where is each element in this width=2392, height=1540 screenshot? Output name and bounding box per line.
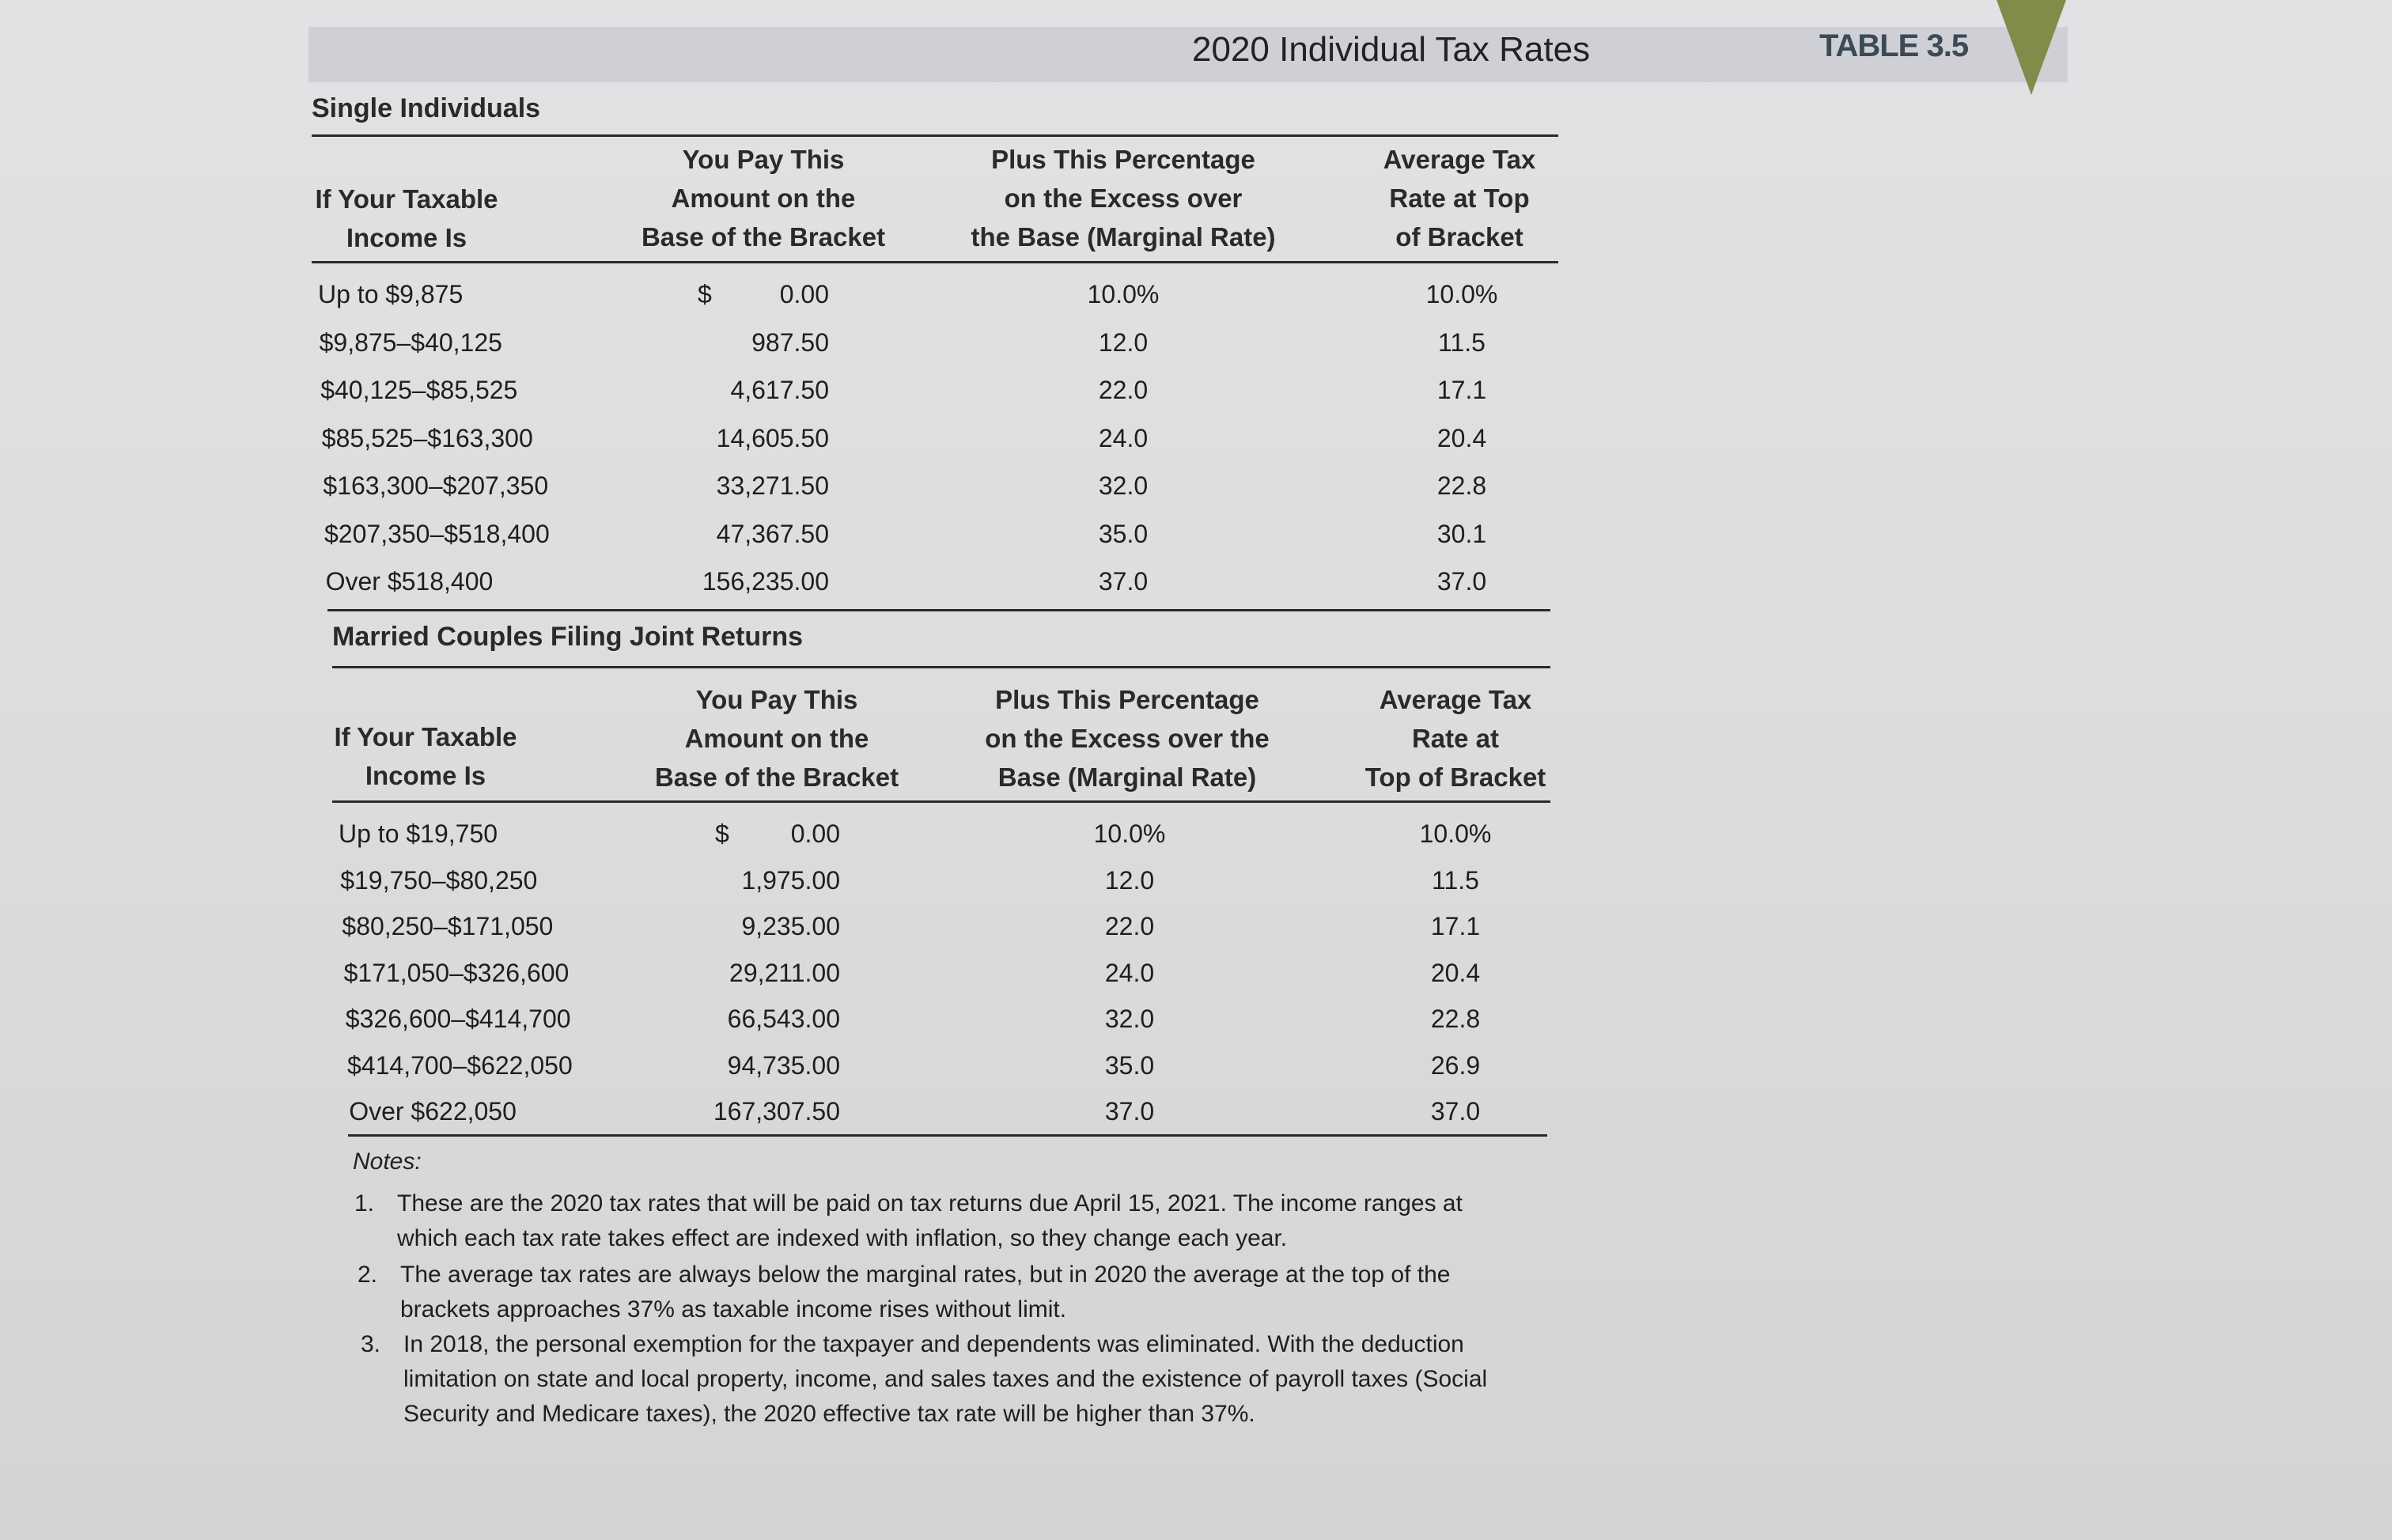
single-marginal-cell: 37.0: [1098, 567, 1149, 596]
married-marginal-cell: 24.0: [1104, 958, 1155, 987]
single-col-header-1: [633, 140, 894, 256]
single-col-header-2: [957, 140, 1289, 256]
single-average-cell: 30.1: [1436, 519, 1487, 548]
header-band: [308, 27, 2068, 82]
married-col-header-line: Amount on the: [684, 724, 869, 753]
married-section-title: Married Couples Filing Joint Returns: [332, 622, 804, 652]
note-number: 1.: [354, 1190, 375, 1216]
married-col-header-line: on the Excess over the: [985, 724, 1270, 753]
married-base-cell: 94,735.00: [727, 1050, 840, 1080]
single-col-header-line: of Bracket: [1395, 222, 1523, 252]
single-marginal-cell: 10.0%: [1087, 280, 1160, 308]
married-base-cell: 167,307.50: [713, 1097, 840, 1126]
single-base-cell: 156,235.00: [702, 567, 829, 596]
single-base-cell: 14,605.50: [716, 423, 829, 452]
note-line: Security and Medicare taxes), the 2020 effective tax rate will be higher than 37%.: [403, 1401, 1255, 1427]
married-base-cell: 9,235.00: [741, 912, 840, 940]
married-base-cell: 0.00: [790, 819, 840, 848]
single-income-cell: $85,525–$163,300: [321, 423, 533, 452]
single-col-header-line: on the Excess over: [1004, 184, 1243, 213]
single-col-header-line: If Your Taxable: [315, 184, 498, 214]
married-bottom-rule: [348, 1134, 1547, 1137]
single-base-cell: 33,271.50: [716, 471, 829, 500]
single-col-header-line: Income Is: [346, 223, 467, 252]
single-income-cell: $163,300–$207,350: [323, 471, 549, 500]
single-marginal-cell: 22.0: [1098, 376, 1149, 404]
single-col-header-line: Plus This Percentage: [991, 145, 1255, 174]
married-col-header-line: Plus This Percentage: [995, 685, 1259, 714]
note-text: [400, 1258, 1560, 1327]
single-col-header-line: Rate at Top: [1389, 184, 1530, 213]
single-marginal-cell: 24.0: [1098, 423, 1149, 452]
married-col-header-line: Average Tax: [1379, 685, 1532, 714]
married-col-header-line: Top of Bracket: [1364, 762, 1546, 792]
single-col-header-3: [1368, 140, 1550, 256]
note-line: brackets approaches 37% as taxable income rises without limit.: [400, 1296, 1067, 1322]
note-item: [358, 1258, 1560, 1327]
single-dollar-sign: $: [698, 280, 712, 308]
married-col-header-line: Base of the Bracket: [654, 762, 899, 792]
married-col-header-line: If Your Taxable: [334, 722, 517, 751]
single-top-rule: [312, 134, 1558, 137]
married-marginal-cell: 35.0: [1104, 1050, 1155, 1080]
note-line: The average tax rates are always below the marginal rates, but in 2020 the average at the top of the: [400, 1262, 1451, 1288]
single-col-header-0: [304, 180, 509, 257]
single-income-cell: Up to $9,875: [318, 280, 464, 308]
single-marginal-cell: 12.0: [1098, 327, 1149, 357]
table-title: 2020 Individual Tax Rates: [1192, 30, 1591, 69]
married-average-cell: 26.9: [1430, 1050, 1481, 1080]
single-average-cell: 22.8: [1436, 471, 1487, 500]
married-income-cell: $19,750–$80,250: [340, 865, 538, 895]
married-base-cell: 66,543.00: [727, 1005, 840, 1033]
married-base-cell: 1,975.00: [741, 865, 840, 895]
married-marginal-cell: 10.0%: [1093, 819, 1166, 848]
bookmark-triangle-icon: [1996, 0, 2066, 95]
single-marginal-cell: 35.0: [1098, 519, 1149, 548]
married-top-rule: [332, 666, 1550, 668]
married-col-header-line: You Pay This: [695, 685, 858, 714]
note-line: which each tax rate takes effect are indexed with inflation, so they change each year.: [397, 1225, 1288, 1251]
married-marginal-cell: 12.0: [1104, 865, 1155, 895]
single-income-cell: $207,350–$518,400: [324, 519, 550, 548]
married-income-cell: $171,050–$326,600: [343, 958, 570, 987]
single-average-cell: 11.5: [1438, 327, 1486, 357]
single-average-cell: 37.0: [1436, 567, 1487, 596]
married-marginal-cell: 22.0: [1104, 912, 1155, 940]
note-line: limitation on state and local property, income, and sales taxes and the existence of payroll taxes (Social: [403, 1366, 1488, 1392]
married-dollar-sign: $: [715, 819, 729, 848]
married-average-cell: 37.0: [1430, 1097, 1481, 1126]
married-income-cell: Up to $19,750: [339, 819, 498, 848]
note-line: In 2018, the personal exemption for the taxpayer and dependents was eliminated. With the deduction: [403, 1331, 1464, 1357]
single-income-cell: $9,875–$40,125: [319, 327, 502, 357]
married-col-header-2: [973, 680, 1281, 796]
single-average-cell: 17.1: [1436, 376, 1487, 404]
married-header-rule: [332, 800, 1550, 803]
married-col-header-0: [323, 717, 528, 795]
married-income-cell: Over $622,050: [349, 1097, 517, 1126]
single-bottom-rule: [327, 609, 1550, 611]
note-text: [397, 1186, 1557, 1256]
note-item: [354, 1186, 1557, 1256]
married-col-header-3: [1353, 680, 1558, 796]
single-col-header-line: You Pay This: [682, 145, 845, 174]
married-col-header-line: Rate at: [1411, 724, 1500, 753]
single-average-cell: 20.4: [1436, 423, 1487, 452]
notes-title: Notes:: [353, 1148, 422, 1175]
single-header-rule: [312, 261, 1558, 263]
single-income-cell: $40,125–$85,525: [320, 376, 518, 404]
married-average-cell: 11.5: [1432, 865, 1479, 895]
note-line: These are the 2020 tax rates that will be paid on tax returns due April 15, 2021. The income ranges at: [397, 1190, 1463, 1216]
single-base-cell: 0.00: [779, 280, 829, 308]
single-col-header-line: Base of the Bracket: [641, 222, 886, 252]
single-average-cell: 10.0%: [1425, 280, 1498, 308]
single-col-header-line: Average Tax: [1383, 145, 1536, 174]
single-col-header-line: the Base (Marginal Rate): [971, 222, 1276, 252]
note-text: [403, 1327, 1563, 1432]
single-section-title: Single Individuals: [312, 93, 541, 123]
married-col-header-line: Base (Marginal Rate): [997, 762, 1257, 792]
single-base-cell: 47,367.50: [716, 519, 829, 548]
single-base-cell: 987.50: [751, 327, 829, 357]
married-average-cell: 10.0%: [1419, 819, 1492, 848]
married-marginal-cell: 32.0: [1104, 1005, 1155, 1033]
married-income-cell: $80,250–$171,050: [342, 912, 554, 940]
note-number: 3.: [361, 1331, 381, 1357]
married-income-cell: $326,600–$414,700: [345, 1005, 571, 1033]
single-base-cell: 4,617.50: [730, 376, 829, 404]
married-average-cell: 20.4: [1430, 958, 1481, 987]
table-label: TABLE 3.5: [1819, 28, 1969, 63]
single-marginal-cell: 32.0: [1098, 471, 1149, 500]
single-income-cell: Over $518,400: [325, 567, 494, 596]
single-col-header-line: Amount on the: [671, 184, 856, 213]
married-col-header-1: [642, 680, 911, 796]
note-item: [361, 1327, 1563, 1432]
married-base-cell: 29,211.00: [729, 958, 840, 987]
married-marginal-cell: 37.0: [1104, 1097, 1155, 1126]
married-col-header-line: Income Is: [365, 761, 486, 790]
married-average-cell: 17.1: [1430, 912, 1481, 940]
note-number: 2.: [358, 1262, 378, 1288]
married-average-cell: 22.8: [1430, 1005, 1481, 1033]
married-income-cell: $414,700–$622,050: [347, 1050, 573, 1080]
